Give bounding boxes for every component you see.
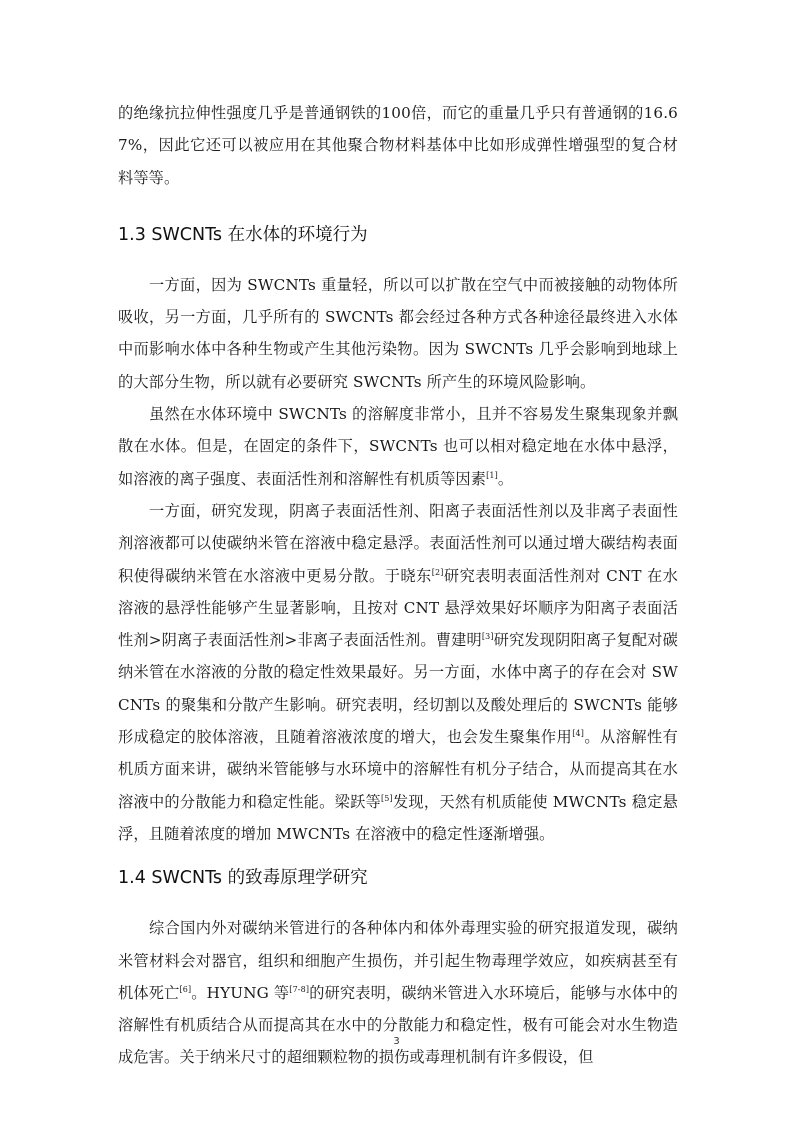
citation-ref-1: [1]: [486, 470, 498, 480]
section-1-4-paragraph-1: [118, 912, 678, 1073]
section-1-3-paragraph-1: 一方面，因为 SWCNTs 重量轻，所以可以扩散在空气中而被接触的动物体所吸收，另一方面，几乎所有的 SWCNTs 都会经过各种方式各种途径最终进入水体中而影响水体中各种生物或产生其他污染物。因为 SWCNTs 几乎会影响到地球上的大部分生物，所以就有必要研究 SWCNTs 所产生的环境风险影响。: [118, 275, 678, 391]
section-1-3-paragraph-2: [118, 398, 678, 495]
paragraph-text: 的研究表明，碳纳米管进入水环境后，能够与水体中的溶解性有机质结合从而提高其在水中的分散能力和稳定性，极有可能会对水生物造成危害。关于纳米尺寸的超细颗粒物的损伤或毒理机制有许多假设，但: [118, 983, 678, 1067]
paragraph-text: 虽然在水体环境中 SWCNTs 的溶解度非常小，且并不容易发生聚集现象并飘散在水体。但是，在固定的条件下，SWCNTs 也可以相对稳定地在水体中悬浮，如溶液的离子强度、表面活性剂和溶解性有机质等因素: [118, 405, 678, 488]
citation-ref-3: [3]: [481, 632, 494, 642]
paragraph-text: 。: [497, 469, 514, 488]
paragraph-text: 研究表明表面活性剂对 CNT 在水溶液的悬浮性能够产生显著影响，且按对 CNT 悬浮效果好坏顺序为阳离子表面活性剂>阴离子表面活性剂>非离子表面活性剂。曹建明: [118, 566, 678, 650]
paragraph-text: 发现，天然有机质能使 MWCNTs 稳定悬浮，且随着浓度的增加 MWCNTs 在溶液中的稳定性逐渐增强。: [118, 792, 678, 843]
intro-paragraph: 的绝缘抗拉伸性强度几乎是普通钢铁的100倍，而它的重量几乎只有普通钢的16.67%，因此它还可以被应用在其他聚合物材料基体中比如形成弹性增强型的复合材料等等。: [118, 104, 678, 187]
section-heading-1-3: 1.3 SWCNTs 在水体的环境行为: [118, 224, 368, 245]
section-heading-1-4: 1.4 SWCNTs 的致毒原理学研究: [118, 868, 368, 889]
paragraph-text: 综合国内外对碳纳米管进行的各种体内和体外毒理实验的研究报道发现，碳纳米管材料会对器官，组织和细胞产生损伤，并引起生物毒理学效应，如疾病甚至有机体死亡: [118, 919, 678, 1002]
citation-ref-7-8: [7-8]: [289, 984, 310, 994]
paragraph-text: 一方面，研究发现，阴离子表面活性剂、阳离子表面活性剂以及非离子表面性剂溶液都可以使碳纳米管在溶液中稳定悬浮。表面活性剂可以通过增大碳结构表面积使得碳纳米管在水溶液中更易分散。于晓东: [118, 501, 678, 585]
citation-ref-2: [2]: [431, 567, 444, 577]
paragraph-text: 研究发现阴阳离子复配对碳纳米管在水溶液的分散的稳定性效果最好。另一方面，水体中离子的存在会对 SWCNTs 的聚集和分散产生影响。研究表明，经切割以及酸处理后的 SWCNTs 能够形成稳定的胶体溶液，且随着溶液浓度的增大，也会发生聚集作用: [118, 631, 678, 747]
citation-ref-5: [5]: [381, 793, 393, 803]
page-content: [118, 97, 678, 1074]
paragraph-text: 。HYUNG 等: [191, 983, 290, 1002]
citation-ref-4: [4]: [572, 729, 585, 739]
page-number: 3: [393, 1036, 400, 1047]
section-1-3-paragraph-3: [118, 495, 678, 850]
paragraph-text: 。从溶解性有机质方面来讲，碳纳米管能够与水环境中的溶解性有机分子结合，从而提高其在水溶液中的分散能力和稳定性能。梁跃等: [118, 728, 678, 811]
citation-ref-6: [6]: [179, 984, 192, 994]
